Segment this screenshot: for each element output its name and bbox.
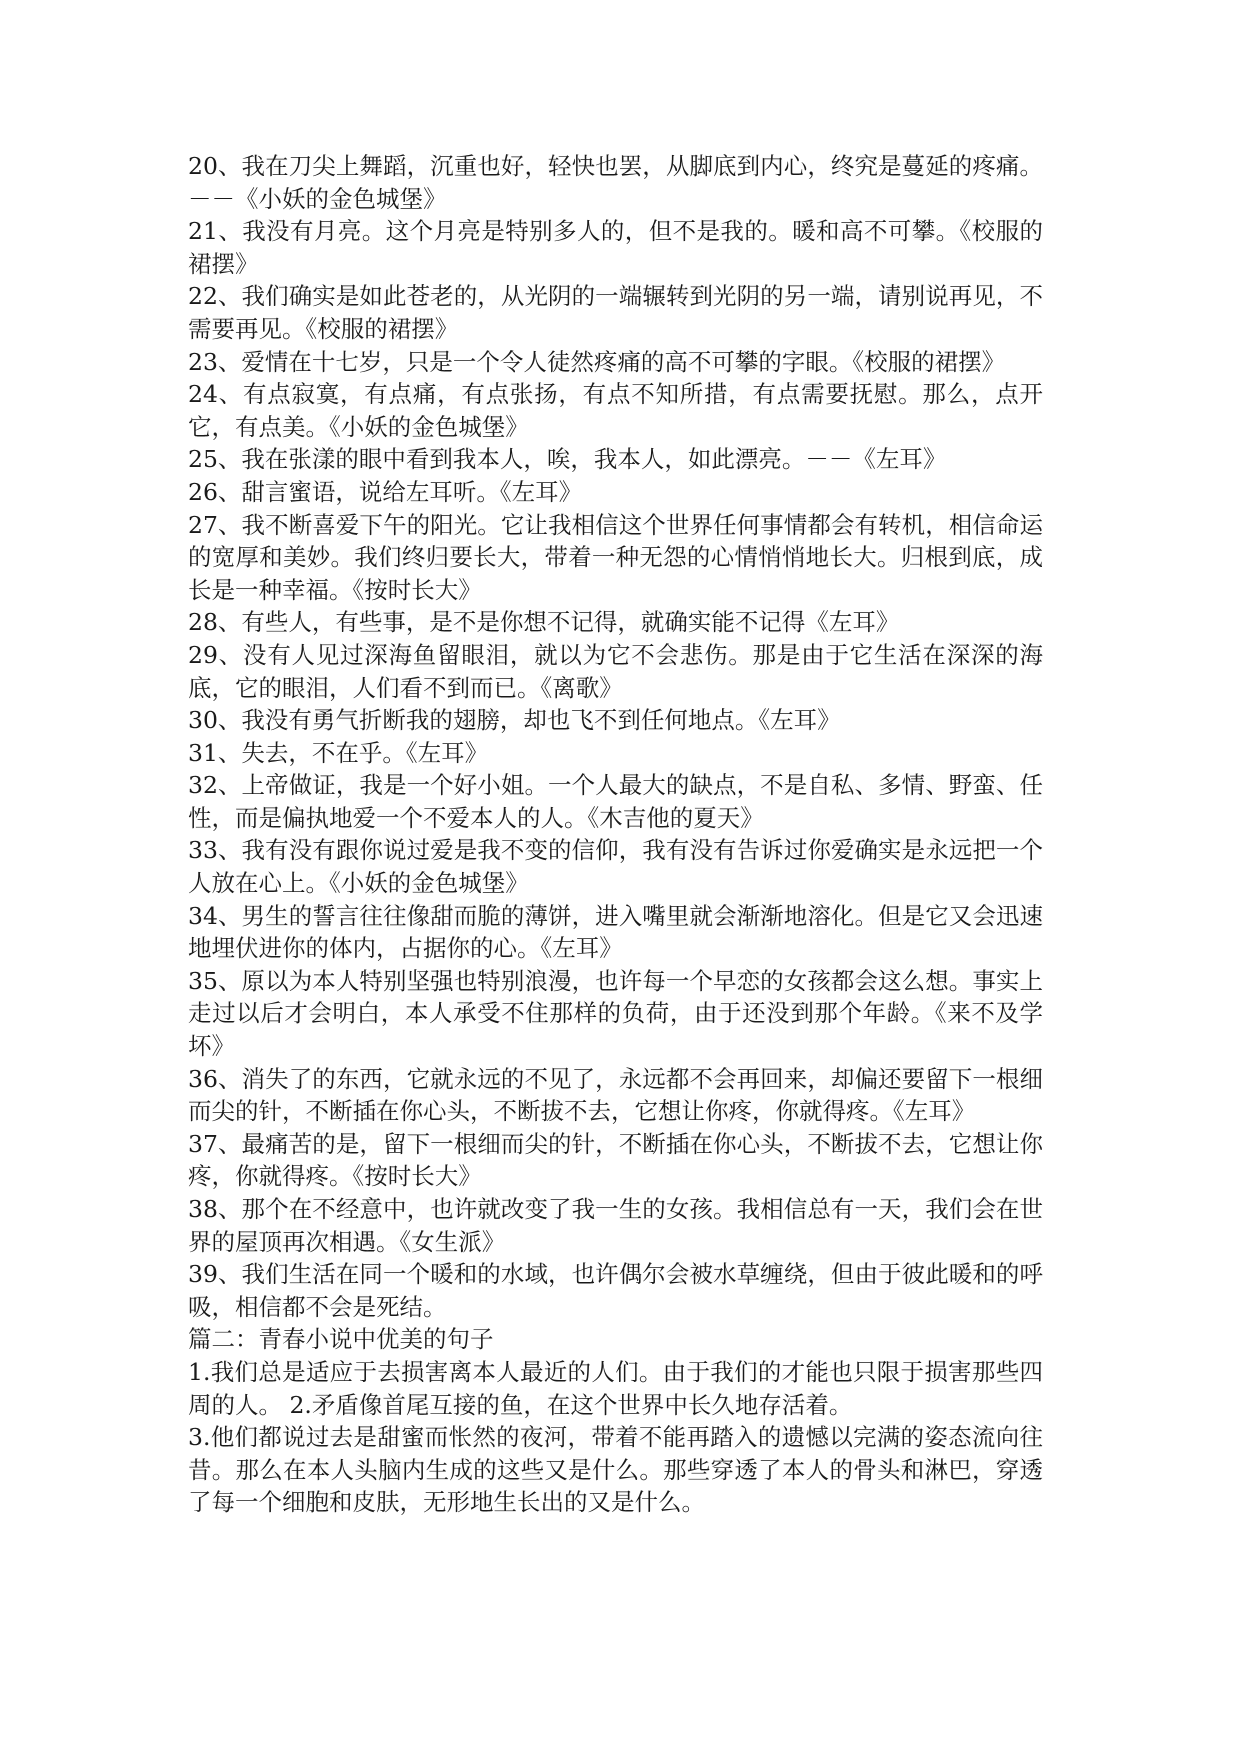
- quote-20: 20、我在刀尖上舞蹈，沉重也好，轻快也罢，从脚底到内心，终究是蔓延的疼痛。－－《小妖的金色城堡》: [188, 152, 1043, 213]
- quote-37: 37、最痛苦的是，留下一根细而尖的针，不断插在你心头，不断拔不去，它想让你疼，你就得疼。《按时长大》: [188, 1129, 1043, 1191]
- quote-28: 28、有些人，有些事，是不是你想不记得，就确实能不记得《左耳》: [188, 608, 900, 637]
- quote-35: 35、原以为本人特别坚强也特别浪漫，也许每一个早恋的女孩都会这么想。事实上走过以后才会明白，本人承受不住那样的负荷，由于还没到那个年龄。《来不及学坏》: [188, 966, 1043, 1061]
- quote-24: 24、有点寂寞，有点痛，有点张扬，有点不知所措，有点需要抚慰。那么，点开它，有点美。《小妖的金色城堡》: [188, 380, 1043, 441]
- section-heading: 篇二：青春小说中优美的句子: [188, 1325, 494, 1354]
- quote-26: 26、甜言蜜语，说给左耳听。《左耳》: [188, 477, 583, 506]
- quote-22: 22、我们确实是如此苍老的，从光阴的一端辗转到光阴的另一端，请别说再见，不需要再见。《校服的裙摆》: [188, 282, 1043, 343]
- quote-21: 21、我没有月亮。这个月亮是特别多人的，但不是我的。暖和高不可攀。《校服的裙摆》: [188, 217, 1043, 278]
- quote-36: 36、消失了的东西，它就永远的不见了，永远都不会再回来，却偏还要留下一根细而尖的针，不断插在你心头，不断拔不去，它想让你疼，你就得疼。《左耳》: [188, 1064, 1043, 1126]
- quote-23: 23、爱情在十七岁，只是一个令人徒然疼痛的高不可攀的字眼。《校服的裙摆》: [188, 347, 1006, 376]
- quote-30: 30、我没有勇气折断我的翅膀，却也飞不到任何地点。《左耳》: [188, 706, 841, 735]
- quote-39: 39、我们生活在同一个暖和的水域，也许偶尔会被水草缠绕，但由于彼此暖和的呼吸，相信都不会是死结。: [188, 1260, 1043, 1321]
- quote-33: 33、我有没有跟你说过爱是我不变的信仰，我有没有告诉过你爱确实是永远把一个人放在心上。《小妖的金色城堡》: [188, 836, 1043, 898]
- quote-32: 32、上帝做证，我是一个好小姐。一个人最大的缺点，不是自私、多情、野蛮、任性，而是偏执地爱一个不爱本人的人。《木吉他的夏天》: [188, 771, 1043, 832]
- quote-34: 34、男生的誓言往往像甜而脆的薄饼，进入嘴里就会渐渐地溶化。但是它又会迅速地埋伏进你的体内，占据你的心。《左耳》: [188, 901, 1043, 963]
- section-quote-1-2: 1.我们总是适应于去损害离本人最近的人们。由于我们的才能也只限于损害那些四周的人。 2.矛盾像首尾互接的鱼，在这个世界中长久地存活着。: [188, 1357, 1043, 1419]
- section-quote-3: 3.他们都说过去是甜蜜而怅然的夜河，带着不能再踏入的遗憾以完满的姿态流向往昔。那么在本人头脑内生成的这些又是什么。那些穿透了本人的骨头和淋巴，穿透了每一个细胞和皮肤，无形地生长出的又是什么。: [188, 1423, 1043, 1517]
- quote-25: 25、我在张漾的眼中看到我本人，唉，我本人，如此漂亮。－－《左耳》: [188, 445, 947, 474]
- document-page: [188, 150, 1043, 1519]
- quote-38: 38、那个在不经意中，也许就改变了我一生的女孩。我相信总有一天，我们会在世界的屋顶再次相遇。《女生派》: [188, 1195, 1043, 1256]
- quote-29: 29、没有人见过深海鱼留眼泪，就以为它不会悲伤。那是由于它生活在深深的海底，它的眼泪，人们看不到而已。《离歌》: [188, 640, 1043, 702]
- quote-31: 31、失去，不在乎。《左耳》: [188, 738, 489, 767]
- quote-27: 27、我不断喜爱下午的阳光。它让我相信这个世界任何事情都会有转机，相信命运的宽厚和美妙。我们终归要长大，带着一种无怨的心情悄悄地长大。归根到底，成长是一种幸福。《按时长大》: [188, 510, 1043, 604]
